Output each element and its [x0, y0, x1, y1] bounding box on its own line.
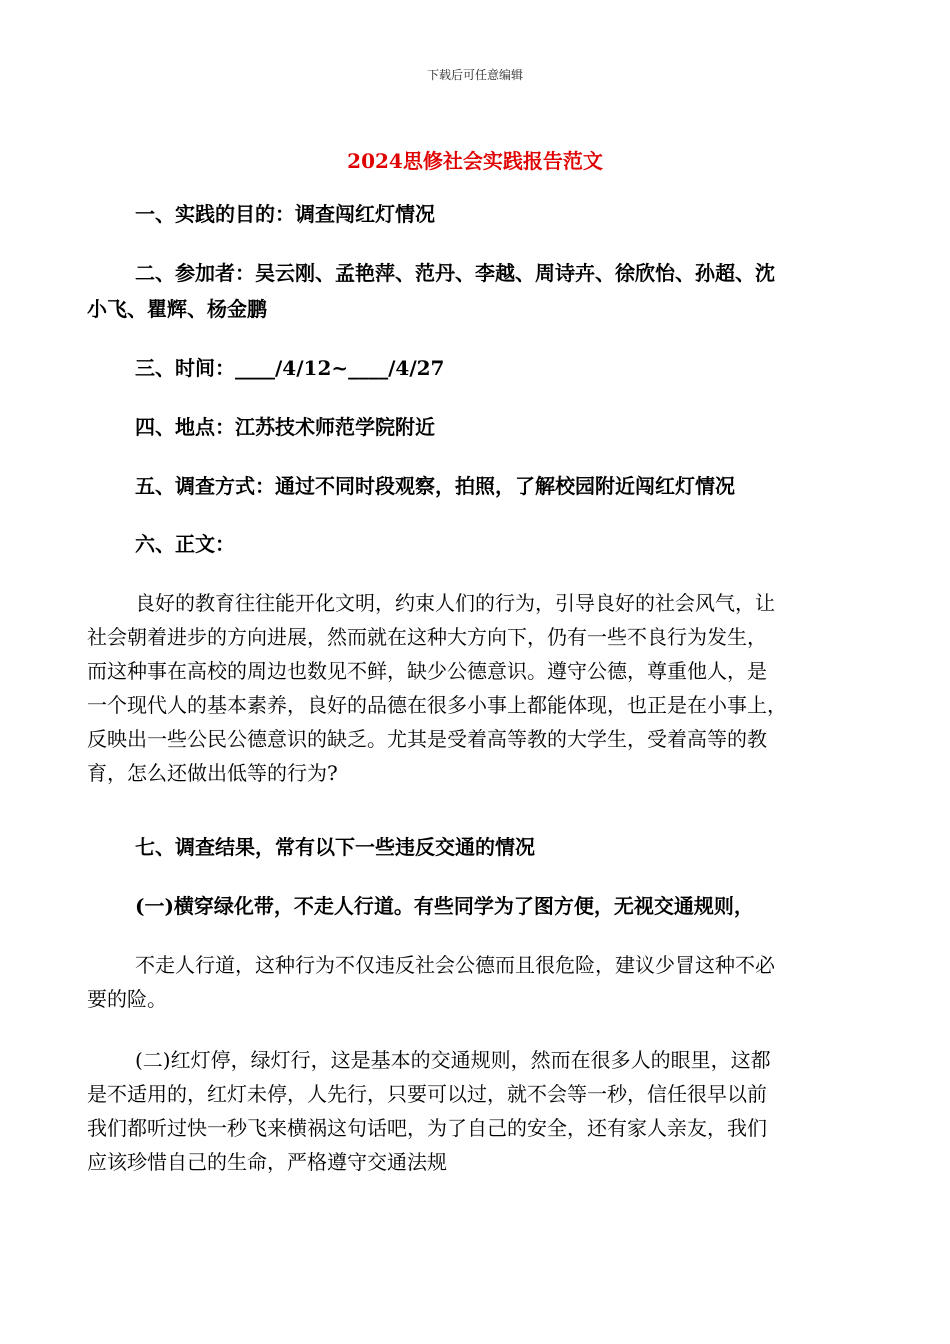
section-participants-line2: 小飞、瞿辉、杨金鹏 — [87, 297, 267, 321]
item1-line: 不走人行道，这种行为不仅违反社会公德而且很危险，建议少冒这种不必 — [135, 953, 775, 977]
section-results-heading: 七、调查结果，常有以下一些违反交通的情况 — [135, 835, 535, 859]
body-line: 社会朝着进步的方向进展，然而就在这种大方向下，仍有一些不良行为发生， — [87, 625, 767, 649]
item2-line: (二)红灯停，绿灯行，这是基本的交通规则，然而在很多人的眼里，这都 — [135, 1048, 771, 1072]
body-line: 一个现代人的基本素养，良好的品德在很多小事上都能体现，也正是在小事上， — [87, 693, 787, 717]
body-line: 育，怎么还做出低等的行为? — [87, 761, 338, 785]
section-place: 四、地点：江苏技术师范学院附近 — [135, 415, 435, 439]
section-body-heading: 六、正文： — [135, 532, 235, 556]
body-line: 良好的教育往往能开化文明，约束人们的行为，引导良好的社会风气，让 — [135, 591, 775, 615]
section-participants-line1: 二、参加者：吴云刚、孟艳萍、范丹、李越、周诗卉、徐欣怡、孙超、沈 — [135, 261, 775, 285]
item2-line: 是不适用的，红灯未停，人先行，只要可以过，就不会等一秒，信任很早以前 — [87, 1082, 767, 1106]
item1-line: 要的险。 — [87, 987, 167, 1011]
body-line: 反映出一些公民公德意识的缺乏。尤其是受着高等教的大学生，受着高等的教 — [87, 727, 767, 751]
document-title: 2024思修社会实践报告范文 — [347, 149, 603, 173]
body-line: 而这种事在高校的周边也数见不鲜，缺少公德意识。遵守公德，尊重他人，是 — [87, 659, 767, 683]
section-method: 五、调查方式：通过不同时段观察，拍照，了解校园附近闯红灯情况 — [135, 474, 735, 498]
page-header: 下载后可任意编辑 — [426, 68, 523, 82]
item2-line: 应该珍惜自己的生命，严格遵守交通法规 — [87, 1150, 447, 1174]
body-paragraph — [87, 586, 867, 790]
item1-heading: (一)横穿绿化带，不走人行道。有些同学为了图方便，无视交通规则， — [135, 894, 754, 918]
item2-paragraph — [87, 1043, 867, 1179]
section-time: 三、时间：____/4/12~____/4/27 — [135, 356, 445, 380]
section-purpose: 一、实践的目的：调查闯红灯情况 — [135, 202, 435, 226]
item1-paragraph — [87, 948, 867, 1016]
item2-line: 我们都听过快一秒飞来横祸这句话吧，为了自己的安全，还有家人亲友，我们 — [87, 1116, 767, 1140]
